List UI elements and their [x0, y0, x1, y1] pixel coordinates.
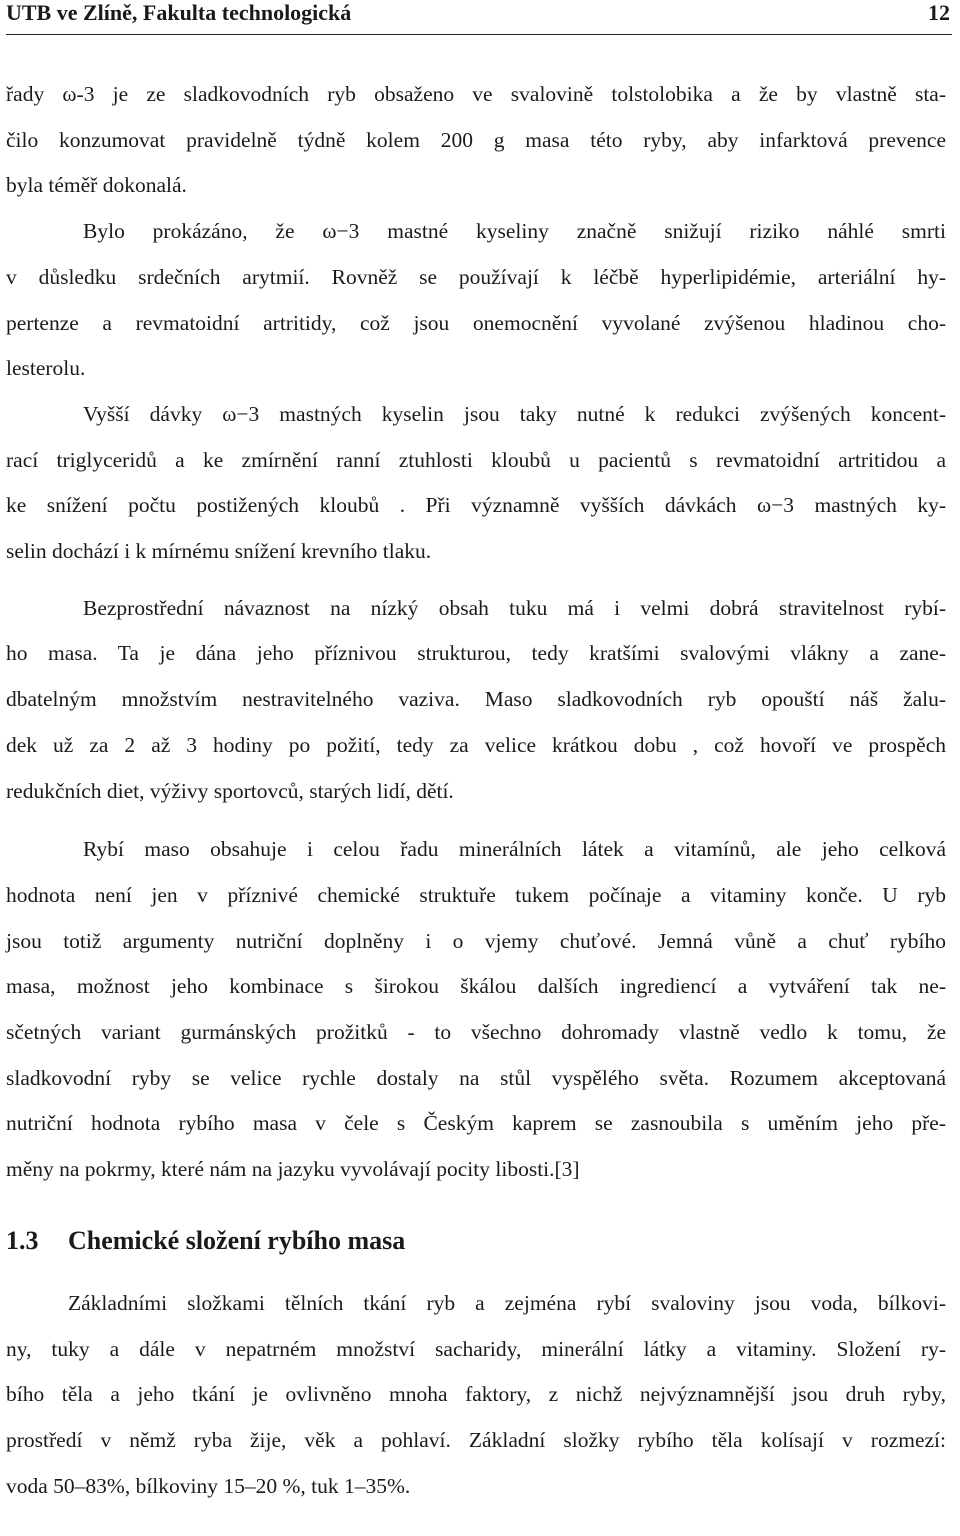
page-body — [6, 72, 946, 1509]
paragraph-digestibility — [6, 586, 946, 815]
text-line: v důsledku srdečních arytmií. Rovněž se používají k léčbě hyperlipidémie, arteriální hy- — [6, 264, 946, 289]
text-line: sčetných variant gurmánských prožitků - to všechno dohromady vlastně vedlo k tomu, že — [6, 1020, 946, 1045]
paragraph-omega3-dosage — [6, 392, 946, 575]
text-line: selin dochází i k mírnému snížení krevního tlaku. — [6, 539, 432, 564]
text-line: Bylo prokázáno, že ω−3 mastné kyseliny značně snižují riziko náhlé smrti — [83, 219, 946, 244]
text-line: Základními složkami tělních tkání ryb a zejména rybí svaloviny jsou voda, bílkovi- — [68, 1290, 946, 1315]
section-title: Chemické složení rybího masa — [68, 1225, 406, 1255]
text-line: Bezprostřední návaznost na nízký obsah tuku má i velmi dobrá stravitelnost rybí- — [83, 595, 946, 620]
text-line: ho masa. Ta je dána jeho příznivou strukturou, tedy kratšími svalovými vlákny a zane- — [6, 641, 946, 666]
text-line: řady ω-3 je ze sladkovodních ryb obsaženo ve svalovině tolstolobika a že by vlastně sta- — [6, 82, 946, 106]
running-header — [6, 0, 952, 35]
section-number: 1.3 — [6, 1225, 39, 1255]
text-line: bího těla a jeho tkání je ovlivněno mnoha faktory, z nichž nejvýznamnější jsou druh ryby, — [6, 1382, 946, 1407]
paragraph-minerals-vitamins — [6, 827, 946, 1193]
paragraph-composition — [6, 1281, 946, 1510]
text-line: voda 50–83%, bílkoviny 15–20 %, tuk 1–35%. — [6, 1473, 411, 1498]
text-line: dbatelným množstvím nestravitelného vaziva. Maso sladkovodních ryb opouští náš žalu- — [6, 687, 946, 712]
text-line: sladkovodní ryby se velice rychle dostaly na stůl vyspělého světa. Rozumem akceptovaná — [6, 1065, 946, 1090]
text-line: dek už za 2 až 3 hodiny po požití, tedy za velice krátkou dobu , což hovoří ve prospěch — [6, 732, 946, 757]
page-number: 12 — [928, 0, 950, 25]
section-heading — [6, 1221, 946, 1261]
text-line: prostředí v němž ryba žije, věk a pohlaví. Základní složky rybího těla kolísají v rozmezí: — [6, 1427, 946, 1452]
text-line: jsou totiž argumenty nutriční doplněny i o vjemy chuťové. Jemná vůně a chuť rybího — [6, 928, 946, 953]
text-line: byla téměř dokonalá. — [6, 173, 187, 198]
text-line: masa, možnost jeho kombinace s širokou škálou dalších ingrediencí a vytváření tak ne- — [6, 974, 946, 999]
text-line: měny na pokrmy, které nám na jazyku vyvolávají pocity libosti.[3] — [6, 1157, 580, 1182]
text-line: čilo konzumovat pravidelně týdně kolem 200 g masa této ryby, aby infarktová prevence — [6, 127, 946, 152]
paragraph-omega3-arrhythmia — [6, 209, 946, 392]
text-line: rací triglyceridů a ke zmírnění ranní ztuhlosti kloubů u pacientů s revmatoidní artritidou a — [6, 447, 946, 472]
text-line: redukčních diet, výživy sportovců, starých lidí, dětí. — [6, 778, 454, 803]
text-line: pertenze a revmatoidní artritidy, což jsou onemocnění vyvolané zvýšenou hladinou cho- — [6, 310, 946, 335]
text-line: nutriční hodnota rybího masa v čele s Českým kaprem se zasnoubila s uměním jeho pře- — [6, 1111, 946, 1136]
text-line: ke snížení počtu postižených kloubů . Při významně vyšších dávkách ω−3 mastných ky- — [6, 493, 946, 518]
text-line: lesterolu. — [6, 356, 86, 381]
text-line: hodnota není jen v příznivé chemické struktuře tukem počínaje a vitaminy konče. U ryb — [6, 882, 946, 907]
text-line: Rybí maso obsahuje i celou řadu minerálních látek a vitamínů, ale jeho celková — [83, 837, 946, 862]
text-line: Vyšší dávky ω−3 mastných kyselin jsou taky nutné k redukci zvýšených koncent- — [83, 401, 946, 426]
paragraph-continuation — [6, 72, 946, 209]
header-title: UTB ve Zlíně, Fakulta technologická — [6, 0, 352, 25]
text-line: ny, tuky a dále v nepatrném množství sacharidy, minerální látky a vitaminy. Složení ry- — [6, 1336, 946, 1361]
